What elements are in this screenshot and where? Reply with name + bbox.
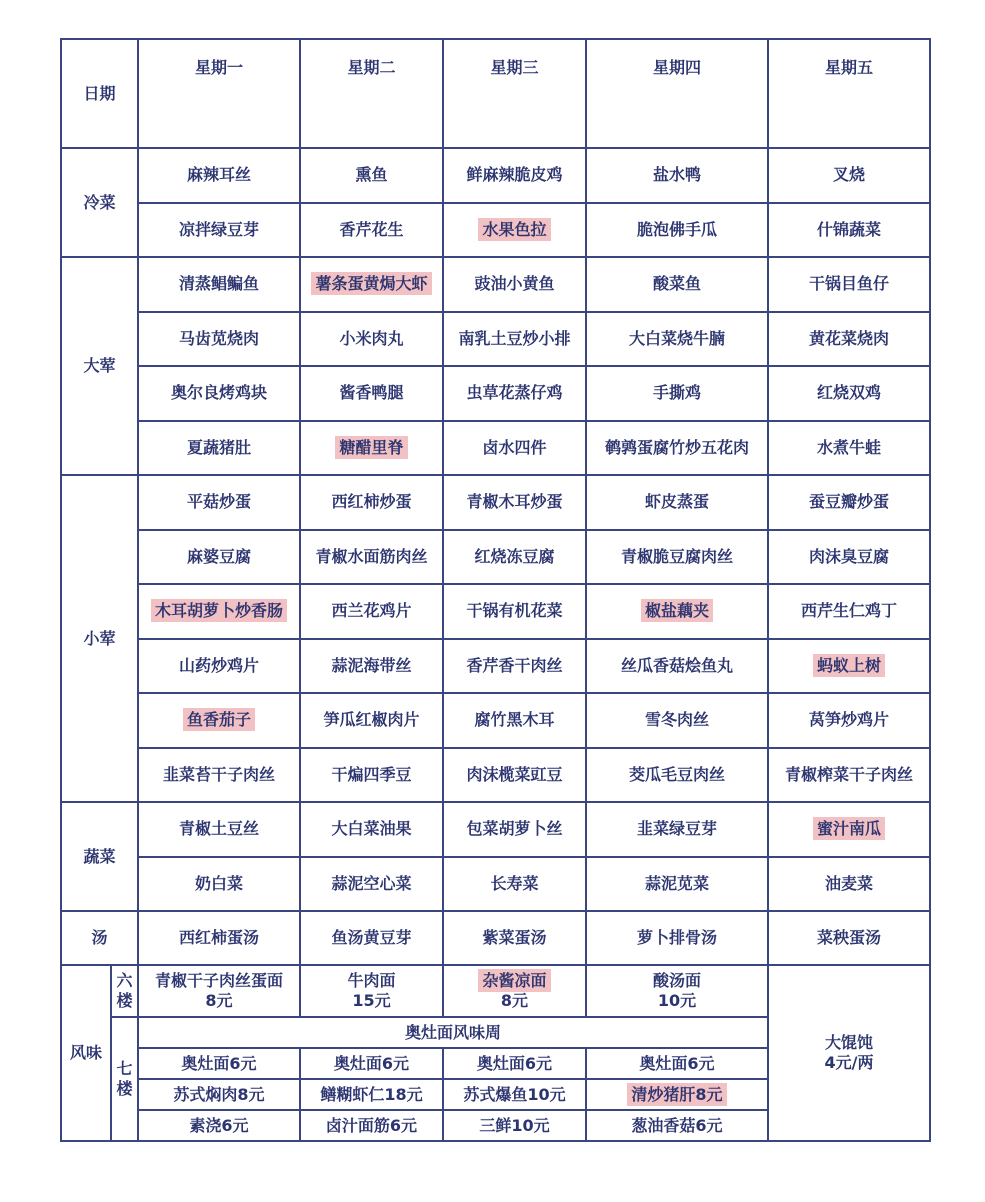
dish-name: 木耳胡萝卜炒香肠: [151, 599, 287, 622]
menu-cell: [138, 693, 300, 748]
dish-name: 素浇6元: [189, 1115, 249, 1135]
dish-name: 干锅有机花菜: [466, 601, 563, 621]
dish-name: 包菜胡萝卜丝: [466, 819, 563, 839]
dish-name: 蒜泥苋菜: [644, 873, 709, 893]
dish-price: 10元: [657, 991, 697, 1010]
flavor-cell: [138, 1048, 300, 1079]
day-label: 星期三: [490, 58, 539, 77]
dish-name: 西红柿蛋汤: [178, 928, 259, 947]
flavor-cell: [586, 1110, 768, 1141]
date-header: [61, 39, 138, 148]
dish-price: 4元/两: [824, 1053, 874, 1072]
dish-name: 莴笋炒鸡片: [808, 710, 889, 730]
dish-name: 鲜麻辣脆皮鸡: [466, 165, 563, 185]
dish-name: 奥灶面6元: [639, 1053, 715, 1073]
dish-price: 8元: [205, 991, 233, 1010]
dish-name: 杂酱凉面: [478, 969, 550, 992]
menu-cell: [768, 802, 930, 857]
menu-cell: [443, 693, 586, 748]
section-label: [61, 802, 138, 911]
dish-name: 油麦菜: [824, 873, 873, 893]
menu-cell: [586, 748, 768, 803]
menu-cell: [443, 639, 586, 694]
menu-cell: [768, 748, 930, 803]
dish-name: 水果色拉: [478, 218, 550, 241]
dish-name: 马齿苋烧肉: [178, 328, 259, 348]
dish-name: 豉油小黄鱼: [474, 274, 555, 294]
menu-cell: [443, 802, 586, 857]
day-label: 星期四: [652, 58, 701, 77]
menu-cell: [768, 148, 930, 203]
dish-name: 西兰花鸡片: [331, 601, 412, 621]
menu-cell: [586, 693, 768, 748]
section-label-text: 大荤: [83, 356, 116, 375]
menu-cell: [300, 148, 443, 203]
menu-cell: [768, 857, 930, 912]
dish-name: 椒盐藕夹: [641, 599, 713, 622]
menu-cell: [300, 639, 443, 694]
dish-name: 风味: [69, 1043, 102, 1062]
dish-name: 腐竹黑木耳: [474, 710, 555, 730]
dish-name: 丝瓜香菇烩鱼丸: [620, 655, 733, 675]
menu-row: [61, 312, 930, 367]
menu-cell: [300, 857, 443, 912]
flavor-row-floor6: [61, 965, 930, 1017]
dish-name: 香芹香干肉丝: [466, 655, 563, 675]
menu-cell: [443, 257, 586, 312]
menu-cell: [300, 748, 443, 803]
dish-name: 三鲜10元: [479, 1115, 550, 1135]
dish-name: 菜秧蛋汤: [816, 928, 881, 947]
menu-cell: [300, 475, 443, 530]
menu-cell: [443, 203, 586, 258]
menu-cell: [586, 257, 768, 312]
menu-cell: [586, 366, 768, 421]
menu-cell: [586, 312, 768, 367]
day-header: [443, 39, 586, 148]
dish-name: 虾皮蒸蛋: [644, 492, 709, 512]
dish-name: 青椒干子肉丝蛋面: [154, 971, 283, 990]
flavor-cell: [443, 1048, 586, 1079]
dish-name: 大白菜烧牛腩: [628, 328, 725, 348]
day-label: 星期二: [347, 58, 396, 77]
dish-name: 苏式焖肉8元: [173, 1084, 265, 1104]
dish-name: 干锅目鱼仔: [808, 274, 889, 294]
day-label: 星期一: [194, 58, 243, 77]
menu-row: [61, 693, 930, 748]
flavor-cell: [138, 1110, 300, 1141]
dish-name: 熏鱼: [355, 165, 388, 185]
flavor-cell: [138, 1079, 300, 1110]
dish-name: 清炒猪肝8元: [627, 1083, 726, 1106]
dish-name: 西芹生仁鸡丁: [800, 601, 897, 621]
dish-name: 韭菜苔干子肉丝: [162, 764, 275, 784]
section-label: [61, 911, 138, 965]
menu-cell: [443, 475, 586, 530]
dish-name: 虫草花蒸仔鸡: [466, 383, 563, 403]
dish-name: 七楼: [116, 1059, 133, 1098]
menu-cell: [138, 312, 300, 367]
day-label: 星期五: [824, 58, 873, 77]
menu-cell: [138, 530, 300, 585]
dish-name: 苏式爆鱼10元: [463, 1084, 566, 1104]
dish-name: 奶白菜: [194, 873, 243, 893]
menu-cell: [768, 366, 930, 421]
dish-name: 麻婆豆腐: [186, 546, 251, 566]
dish-name: 雪冬肉丝: [644, 710, 709, 730]
dish-name: 黄花菜烧肉: [808, 328, 889, 348]
dish-name: 肉沫榄菜豇豆: [466, 764, 563, 784]
dish-name: 六楼: [116, 971, 133, 1010]
menu-cell: [138, 802, 300, 857]
flavor-cell: [443, 1110, 586, 1141]
dish-name: 麻辣耳丝: [186, 165, 251, 185]
flavor-cell: [300, 965, 443, 1017]
day-header: [300, 39, 443, 148]
flavor-cell: [138, 965, 300, 1017]
menu-cell: [138, 366, 300, 421]
dish-name: 卤汁面筋6元: [325, 1115, 418, 1135]
menu-cell: [138, 748, 300, 803]
dish-name: 干煸四季豆: [331, 764, 412, 784]
dish-name: 奥灶面6元: [181, 1053, 257, 1073]
weekly-menu-table: [60, 38, 931, 1142]
flavor-cell: [300, 1048, 443, 1079]
menu-cell: [138, 148, 300, 203]
menu-row: [61, 584, 930, 639]
dish-name: 平菇炒蛋: [186, 492, 251, 512]
menu-cell: [300, 911, 443, 965]
friday-flavor-cell: [768, 965, 930, 1141]
dish-name: 青椒木耳炒蛋: [466, 492, 563, 512]
menu-cell: [138, 203, 300, 258]
dish-name: 夏蔬猪肚: [186, 437, 251, 457]
dish-name: 小米肉丸: [339, 328, 404, 348]
dish-name: 手撕鸡: [652, 383, 701, 403]
menu-row: [61, 639, 930, 694]
dish-name: 大白菜油果: [331, 819, 412, 839]
flavor-cell: [586, 1048, 768, 1079]
menu-cell: [768, 584, 930, 639]
dish-name: 奥灶面6元: [333, 1053, 410, 1073]
menu-cell: [586, 857, 768, 912]
menu-cell: [138, 475, 300, 530]
flavor-cell: [443, 965, 586, 1017]
flavor-banner: [138, 1017, 768, 1048]
dish-name: 南乳土豆炒小排: [458, 328, 571, 348]
dish-price: 8元: [500, 991, 529, 1010]
section-label-text: 蔬菜: [83, 846, 116, 866]
dish-name: 什锦蔬菜: [816, 219, 881, 239]
menu-cell: [768, 639, 930, 694]
menu-cell: [138, 421, 300, 476]
menu-cell: [300, 366, 443, 421]
menu-cell: [586, 475, 768, 530]
menu-cell: [443, 312, 586, 367]
dish-name: 韭菜绿豆芽: [636, 819, 717, 839]
day-header: [586, 39, 768, 148]
menu-row: [61, 203, 930, 258]
header-row: [61, 39, 930, 148]
flavor-cell: [586, 965, 768, 1017]
menu-row: [61, 748, 930, 803]
dish-name: 鱼香茄子: [183, 708, 255, 731]
soup-row: [61, 911, 930, 965]
dish-name: 鳝糊虾仁18元: [320, 1084, 423, 1104]
section-label-text: 小荤: [83, 628, 116, 648]
dish-name: 叉烧: [832, 165, 865, 185]
date-label: 日期: [83, 83, 116, 103]
floor-label: [111, 965, 138, 1017]
section-label: [61, 475, 138, 802]
menu-cell: [768, 911, 930, 965]
dish-name: 蜜汁南瓜: [813, 817, 885, 840]
floor-label: [111, 1017, 138, 1141]
dish-name: 红烧冻豆腐: [474, 546, 555, 566]
dish-name: 青椒土豆丝: [178, 819, 259, 839]
dish-name: 清蒸鲳鳊鱼: [178, 274, 259, 294]
dish-name: 山药炒鸡片: [178, 655, 259, 675]
dish-name: 汤: [91, 928, 108, 947]
menu-cell: [586, 584, 768, 639]
menu-cell: [586, 203, 768, 258]
menu-cell: [443, 748, 586, 803]
menu-cell: [138, 257, 300, 312]
dish-name: 凉拌绿豆芽: [178, 219, 259, 239]
menu-row: [61, 148, 930, 203]
day-header: [768, 39, 930, 148]
menu-cell: [138, 639, 300, 694]
menu-row: [61, 257, 930, 312]
menu-cell: [586, 421, 768, 476]
menu-row: [61, 530, 930, 585]
day-header: [138, 39, 300, 148]
dish-name: 奥尔良烤鸡块: [170, 383, 267, 403]
dish-price: 15元: [352, 991, 391, 1010]
dish-name: 薯条蛋黄焗大虾: [311, 272, 431, 295]
dish-name: 卤水四件: [482, 437, 547, 457]
dish-name: 肉沫臭豆腐: [808, 546, 889, 566]
dish-name: 萝卜排骨汤: [636, 928, 717, 947]
dish-name: 青椒水面筋肉丝: [315, 546, 428, 566]
dish-name: 长寿菜: [490, 873, 539, 893]
dish-name: 奥灶面风味周: [404, 1022, 501, 1042]
dish-name: 酱香鸭腿: [339, 383, 404, 403]
dish-name: 葱油香菇6元: [631, 1115, 723, 1135]
menu-cell: [300, 530, 443, 585]
menu-cell: [443, 366, 586, 421]
menu-row: [61, 857, 930, 912]
dish-name: 蚕豆瓣炒蛋: [808, 492, 889, 512]
menu-row: [61, 475, 930, 530]
menu-cell: [300, 203, 443, 258]
dish-name: 水煮牛蛙: [816, 437, 881, 457]
dish-name: 鹌鹑蛋腐竹炒五花肉: [604, 437, 749, 457]
dish-name: 笋瓜红椒肉片: [323, 710, 420, 730]
menu-cell: [768, 203, 930, 258]
menu-cell: [443, 584, 586, 639]
menu-cell: [768, 257, 930, 312]
menu-cell: [586, 148, 768, 203]
dish-name: 青椒榨菜干子肉丝: [784, 764, 913, 784]
menu-row: [61, 421, 930, 476]
menu-cell: [300, 584, 443, 639]
flavor-cell: [586, 1079, 768, 1110]
menu-cell: [768, 530, 930, 585]
dish-name: 奥灶面6元: [476, 1053, 553, 1073]
menu-cell: [300, 257, 443, 312]
section-label: [61, 965, 111, 1141]
menu-cell: [586, 911, 768, 965]
dish-name: 红烧双鸡: [816, 383, 881, 403]
menu-cell: [586, 639, 768, 694]
menu-row: [61, 802, 930, 857]
dish-name: 鱼汤黄豆芽: [331, 928, 412, 947]
menu-cell: [300, 312, 443, 367]
menu-cell: [443, 857, 586, 912]
menu-cell: [138, 911, 300, 965]
dish-name: 大馄饨: [824, 1033, 873, 1052]
dish-name: 香芹花生: [339, 219, 404, 239]
dish-name: 紫菜蛋汤: [482, 928, 547, 947]
menu-cell: [300, 421, 443, 476]
menu-row: [61, 366, 930, 421]
menu-cell: [138, 857, 300, 912]
dish-name: 蒜泥海带丝: [331, 655, 412, 675]
menu-cell: [443, 421, 586, 476]
menu-cell: [768, 421, 930, 476]
menu-cell: [443, 148, 586, 203]
dish-name: 茭瓜毛豆肉丝: [628, 764, 725, 784]
dish-name: 盐水鸭: [652, 165, 701, 185]
dish-name: 酸汤面: [652, 971, 701, 990]
menu-cell: [300, 693, 443, 748]
section-label: [61, 257, 138, 475]
menu-cell: [768, 312, 930, 367]
menu-cell: [768, 475, 930, 530]
flavor-cell: [443, 1079, 586, 1110]
menu-cell: [586, 530, 768, 585]
dish-name: 糖醋里脊: [335, 436, 407, 459]
menu-cell: [138, 584, 300, 639]
section-label-text: 冷菜: [83, 192, 116, 212]
section-label: [61, 148, 138, 257]
dish-name: 脆泡佛手瓜: [636, 219, 717, 239]
menu-cell: [586, 802, 768, 857]
dish-name: 西红柿炒蛋: [331, 492, 412, 512]
flavor-cell: [300, 1110, 443, 1141]
dish-name: 蚂蚁上树: [813, 654, 885, 677]
menu-cell: [300, 802, 443, 857]
menu-cell: [443, 911, 586, 965]
menu-cell: [768, 693, 930, 748]
dish-name: 牛肉面: [347, 971, 396, 990]
dish-name: 蒜泥空心菜: [331, 873, 412, 893]
dish-name: 酸菜鱼: [652, 274, 701, 294]
menu-cell: [443, 530, 586, 585]
flavor-cell: [300, 1079, 443, 1110]
dish-name: 青椒脆豆腐肉丝: [620, 546, 733, 566]
